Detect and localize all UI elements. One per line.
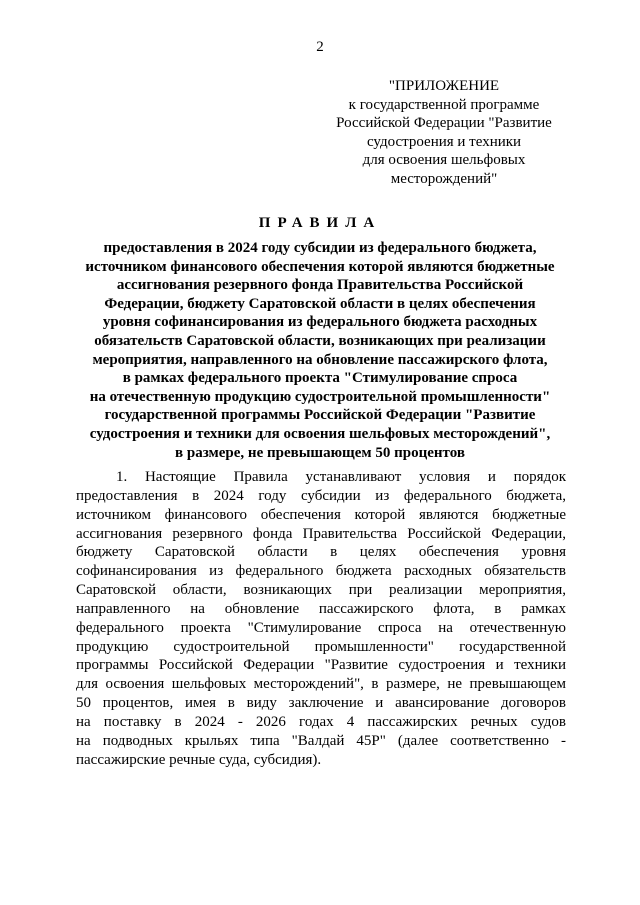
paragraph-line: ассигнования резервного фонда Правительства Российской Федерации, bbox=[76, 525, 566, 542]
paragraph-line: программы Российской Федерации "Развитие судостроения и техники bbox=[76, 657, 566, 674]
appendix-line: к государственной программе bbox=[348, 96, 540, 113]
subtitle-line: предоставления в 2024 году субсидии из федерального бюджета, bbox=[103, 240, 537, 256]
subtitle-line: обязательств Саратовской области, возникающих при реализации bbox=[94, 332, 546, 349]
subtitle-line: в размере, не превышающем 50 процентов bbox=[175, 444, 465, 461]
paragraph-line: источником финансового обеспечения которой являются бюджетные bbox=[76, 506, 566, 523]
appendix-line: Российской Федерации "Развитие bbox=[336, 115, 552, 132]
paragraph-line: бюджету Саратовской области в целях обеспечения уровня bbox=[76, 544, 566, 561]
rules-subtitle bbox=[60, 239, 580, 462]
paragraph-line: предоставления в 2024 году субсидии из федерального бюджета, bbox=[76, 487, 566, 504]
subtitle-line: Федерации, бюджету Саратовской области в целях обеспечения bbox=[104, 295, 536, 312]
page-number: 2 bbox=[316, 39, 324, 55]
paragraph-line: пассажирские речные суда, субсидия). bbox=[76, 751, 322, 768]
paragraph-line: на подводных крыльях типа "Валдай 45Р" (далее соответственно - bbox=[76, 732, 566, 749]
appendix-line: для освоения шельфовых bbox=[362, 152, 526, 169]
subtitle-line: мероприятия, направленного на обновление пассажирского флота, bbox=[92, 351, 548, 368]
paragraph-line: федерального проекта "Стимулирование спроса на отечественную bbox=[76, 619, 566, 636]
subtitle-line: источником финансового обеспечения которой являются бюджетные bbox=[85, 258, 555, 275]
subtitle-line: государственной программы Российской Федерации "Развитие bbox=[104, 407, 536, 424]
paragraph-line: на поставку в 2024 - 2026 годах 4 пассажирских речных судов bbox=[76, 713, 566, 730]
subtitle-line: уровня софинансирования из федерального бюджета расходных bbox=[102, 314, 538, 331]
paragraph-line: 1. Настоящие Правила устанавливают условия и порядок bbox=[116, 469, 566, 485]
paragraph-line: направленного на обновление пассажирского флота, в рамках bbox=[76, 600, 566, 617]
subtitle-line: ассигнования резервного фонда Правительства Российской bbox=[116, 277, 524, 294]
paragraph-line: софинансирования из федерального бюджета расходных обязательств bbox=[76, 563, 566, 580]
paragraph-line: для освоения шельфовых месторождений", в размере, не превышающем bbox=[76, 676, 566, 693]
appendix-line: месторождений" bbox=[390, 170, 498, 187]
appendix-line: судостроения и техники bbox=[366, 133, 522, 150]
subtitle-line: судостроения и техники для освоения шельфовых месторождений", bbox=[89, 425, 551, 442]
paragraph-line: 50 процентов, имея в виду заключение и авансирование договоров bbox=[76, 695, 566, 712]
paragraph-line: продукцию судостроительной промышленности" государственной bbox=[76, 638, 566, 655]
paragraph-1 bbox=[76, 468, 566, 770]
appendix-line: "ПРИЛОЖЕНИЕ bbox=[388, 78, 500, 94]
appendix-header bbox=[334, 77, 554, 189]
subtitle-line: на отечественную продукцию судостроительной промышленности" bbox=[89, 388, 551, 405]
paragraph-line: Саратовской области, возникающих при реализации мероприятия, bbox=[76, 582, 566, 599]
subtitle-line: в рамках федерального проекта "Стимулирование спроса bbox=[122, 370, 518, 387]
rules-title: ПРАВИЛА bbox=[258, 215, 382, 231]
